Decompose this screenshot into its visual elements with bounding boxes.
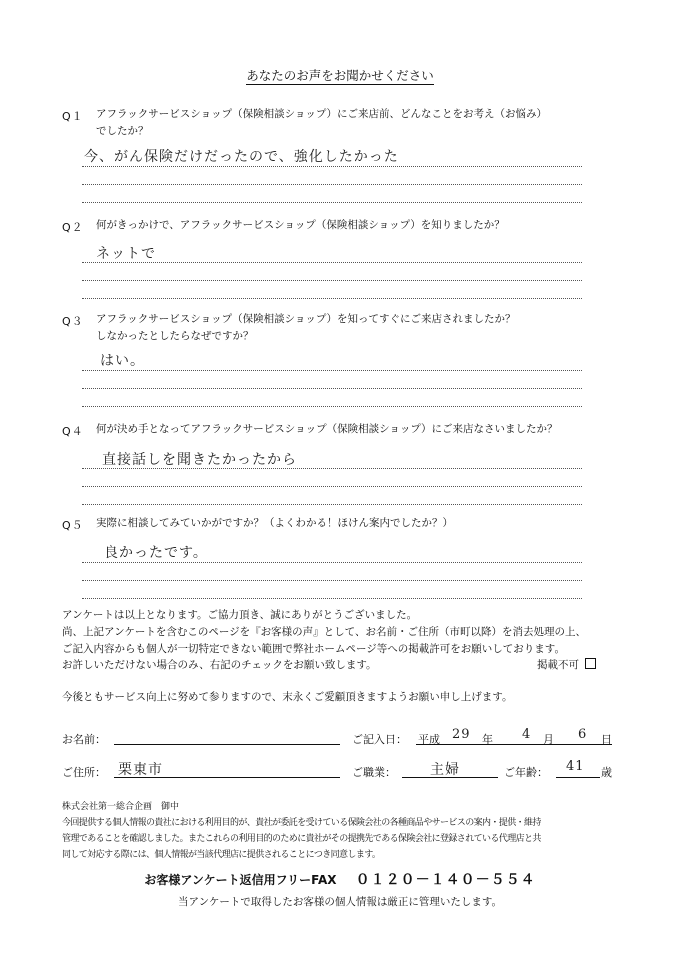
q1-answer: 今、がん保険だけだったので、強化したかった (84, 149, 399, 165)
date-month-unit: 月 (543, 733, 554, 746)
closing-line-5: 今後ともサービス向上に努めて参りますので、末永くご愛顧頂きますようお願い申し上げます。 (62, 691, 513, 703)
date-label: ご記入日： (352, 733, 407, 746)
publish-refuse-label: 掲載不可 (537, 659, 579, 671)
date-day: 6 (578, 727, 588, 742)
q1-line-3 (82, 202, 582, 203)
q3-number: Q３ (62, 315, 84, 328)
q4-line-1 (82, 468, 582, 469)
closing-line-4: お許しいただけない場合のみ、右記のチェックをお願い致します。 (62, 659, 377, 671)
date-month: 4 (522, 727, 532, 742)
consent-line-2: 管理であることを確認しました。またこれらの利用目的のために貴社がその提携先である保険会社に登録されている代理店と共 (62, 834, 541, 844)
address-field[interactable] (114, 777, 340, 778)
q5-number: Q５ (62, 519, 84, 532)
q2-line-1 (82, 262, 582, 263)
q1-line-1 (82, 166, 582, 167)
q1-line-2 (82, 184, 582, 185)
fax-line (0, 869, 680, 889)
job-value: 主婦 (430, 762, 460, 778)
q3-line-3 (82, 406, 582, 407)
fax-number: ０１２０－１４０－５５４ (355, 872, 536, 888)
q3-line-2 (82, 388, 582, 389)
date-field[interactable] (416, 744, 612, 745)
q3-text: アフラックサービスショップ（保険相談ショップ）を知ってすぐにご来店されましたか？ しなかったとしたらなぜですか？ (96, 313, 516, 342)
q3-line-1 (82, 370, 582, 371)
q5-line-3 (82, 598, 582, 599)
job-field[interactable] (402, 777, 498, 778)
q4-text: 何が決め手となってアフラックサービスショップ（保険相談ショップ）にご来店なさいましたか？ (96, 423, 558, 435)
consent-line-1: 今回提供する個人情報の貴社における利用目的が、貴社が委託を受けている保険会社の各種商品やサービスの案内・提供・維持 (62, 818, 541, 828)
closing-line-3: ご記入内容からも個人が一切特定できない範囲で弊社ホームページ等への掲載許可をお願いしております。 (62, 643, 565, 655)
publish-refuse-checkbox[interactable] (585, 658, 596, 669)
date-year-unit: 年 (482, 733, 493, 746)
q5-text: 実際に相談してみていかがですか？（よくわかる！ほけん案内でしたか？） (96, 517, 453, 529)
age-label: ご年齢： (504, 766, 548, 779)
q2-line-2 (82, 280, 582, 281)
address-label: ご住所： (62, 766, 106, 779)
date-day-unit: 日 (601, 733, 612, 746)
q4-number: Q４ (62, 425, 84, 438)
closing-line-1: アンケートは以上となります。ご協力頂き、誠にありがとうございました。 (62, 609, 418, 621)
q2-number: Q２ (62, 221, 84, 234)
consent-line-3: 同して対応する際には、個人情報が当該代理店に提供されることにつき同意します。 (62, 850, 381, 860)
name-field[interactable] (114, 744, 340, 745)
q5-line-1 (82, 562, 582, 563)
age-value: 41 (566, 759, 585, 774)
date-year: 29 (452, 727, 471, 742)
q3-answer: はい。 (100, 353, 145, 369)
privacy-note: 当アンケートで取得したお客様の個人情報は厳正に管理いたします。 (177, 896, 503, 908)
name-label: お名前： (62, 733, 106, 746)
page-title: あなたのお声をお聞かせください (246, 68, 434, 83)
company-name: 株式会社第一総合企画 御中 (62, 802, 180, 812)
publish-refuse[interactable] (537, 657, 596, 674)
q1-number: Q１ (62, 110, 84, 123)
q1-text: アフラックサービスショップ（保険相談ショップ）にご来店前、どんなことをお考え（お悩み） でしたか？ (96, 108, 547, 137)
q5-line-2 (82, 580, 582, 581)
address-value: 栗東市 (118, 762, 163, 778)
job-label: ご職業： (352, 766, 396, 779)
q4-line-3 (82, 504, 582, 505)
q2-line-3 (82, 298, 582, 299)
age-field[interactable] (556, 777, 600, 778)
q2-answer: ネットで (96, 246, 156, 262)
fax-label: お客様アンケート返信用フリーFAX (144, 873, 337, 887)
q4-answer: 直接話しを聞きたかったから (102, 452, 297, 468)
age-unit: 歳 (601, 766, 612, 779)
q2-text: 何がきっかけで、アフラックサービスショップ（保険相談ショップ）を知りましたか？ (96, 219, 505, 231)
q5-answer: 良かったです。 (104, 545, 208, 561)
date-era: 平成 (418, 733, 440, 746)
q4-line-2 (82, 486, 582, 487)
closing-line-2: 尚、上記アンケートを含むこのページを『お客様の声』として、お名前・ご住所（市町以降）を消去処理の上、 (62, 626, 586, 638)
